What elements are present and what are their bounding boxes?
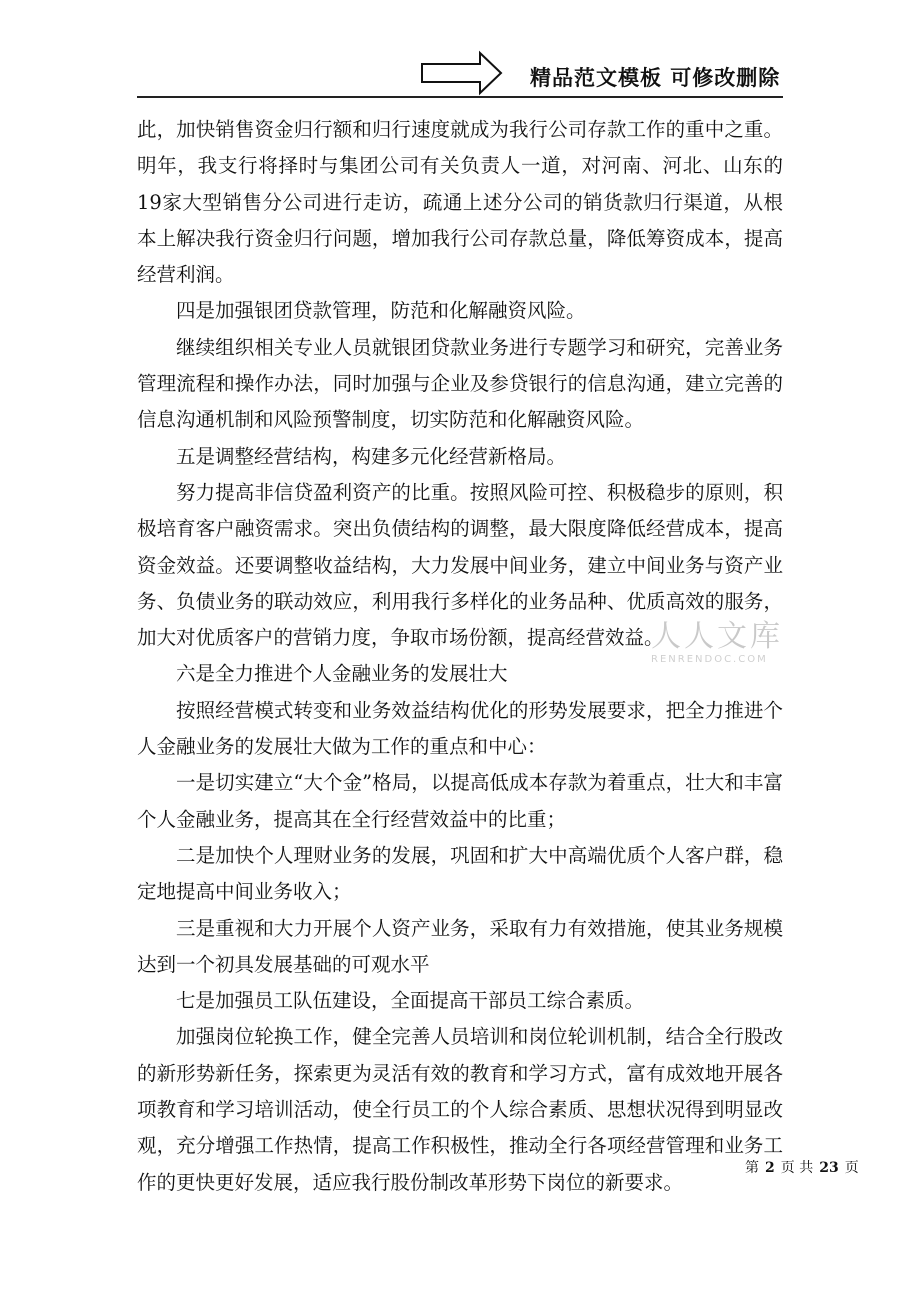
page-total: 23 [819, 1160, 839, 1176]
list-item-2: 二是加快个人理财业务的发展，巩固和扩大中高端优质个人客户群，稳定地提高中间业务收入； [137, 843, 783, 904]
page-current: 2 [765, 1160, 775, 1176]
paragraph-3: 继续组织相关专业人员就银团贷款业务进行专题学习和研究，完善业务管理流程和操作办法，同时加强与企业及参贷银行的信息沟通，建立完善的信息沟通机制和风险预警制度，切实防范和化解融资风险。 [137, 335, 783, 432]
page-middle: 页 共 [780, 1160, 814, 1176]
section-heading-7: 七是加强员工队伍建设，全面提高干部员工综合素质。 [176, 989, 645, 1013]
watermark-logo [651, 620, 783, 665]
paragraph-1: 此，加快销售资金归行额和归行速度就成为我行公司存款工作的重中之重。明年，我支行将择时与集团公司有关负责人一道，对河南、河北、山东的19家大型销售分公司进行走访，疏通上述分公司的销货款归行渠道，从根本上解决我行资金归行问题，增加我行公司存款总量，降低筹资成本，提高经营利润。 [137, 118, 783, 287]
paragraph-5: 努力提高非信贷盈利资产的比重。按照风险可控、积极稳步的原则，积极培育客户融资需求。突出负债结构的调整，最大限度降低经营成本，提高资金效益。还要调整收益结构，大力发展中间业务，建立中间业务与资产业务、负债业务的联动效应，利用我行多样化的业务品种、优质高效的服务，加大对优质客户的营销力度，争取市场份额，提高经营效益。 [137, 480, 783, 650]
header-divider [137, 96, 783, 98]
paragraph-12: 加强岗位轮换工作，健全完善人员培训和岗位轮训机制，结合全行股改的新形势新任务，探索更为灵活有效的教育和学习方式，富有成效地开展各项教育和学习培训活动，使全行员工的个人综合素质、思想状况得到明显改观，充分增强工作热情，提高工作积极性，推动全行各项经营管理和业务工作的更快更好发展，适应我行股份制改革形势下岗位的新要求。 [137, 1025, 783, 1194]
watermark-text-cn: 人人文库 [651, 619, 783, 654]
page-prefix: 第 [745, 1160, 759, 1176]
page-number [745, 1157, 859, 1177]
list-item-1: 一是切实建立“大个金”格局，以提高低成本存款为着重点，壮大和丰富个人金融业务，提高其在全行经营效益中的比重； [137, 771, 783, 831]
arrow-right-icon [420, 50, 504, 96]
header-title: 精品范文模板 可修改删除 [530, 66, 781, 90]
paragraph-7: 按照经营模式转变和业务效益结构优化的形势发展要求，把全力推进个人金融业务的发展壮大做为工作的重点和中心： [137, 698, 783, 759]
section-heading-5: 五是调整经营结构，构建多元化经营新格局。 [176, 444, 567, 468]
section-heading-4: 四是加强银团贷款管理，防范和化解融资风险。 [176, 299, 586, 323]
section-heading-6: 六是全力推进个人金融业务的发展壮大 [176, 662, 508, 686]
watermark-text-en: RENRENDOC.COM [651, 654, 768, 665]
list-item-3: 三是重视和大力开展个人资产业务，采取有力有效措施，使其业务规模达到一个初具发展基础的可观水平 [137, 916, 783, 976]
page-suffix: 页 [844, 1160, 859, 1176]
